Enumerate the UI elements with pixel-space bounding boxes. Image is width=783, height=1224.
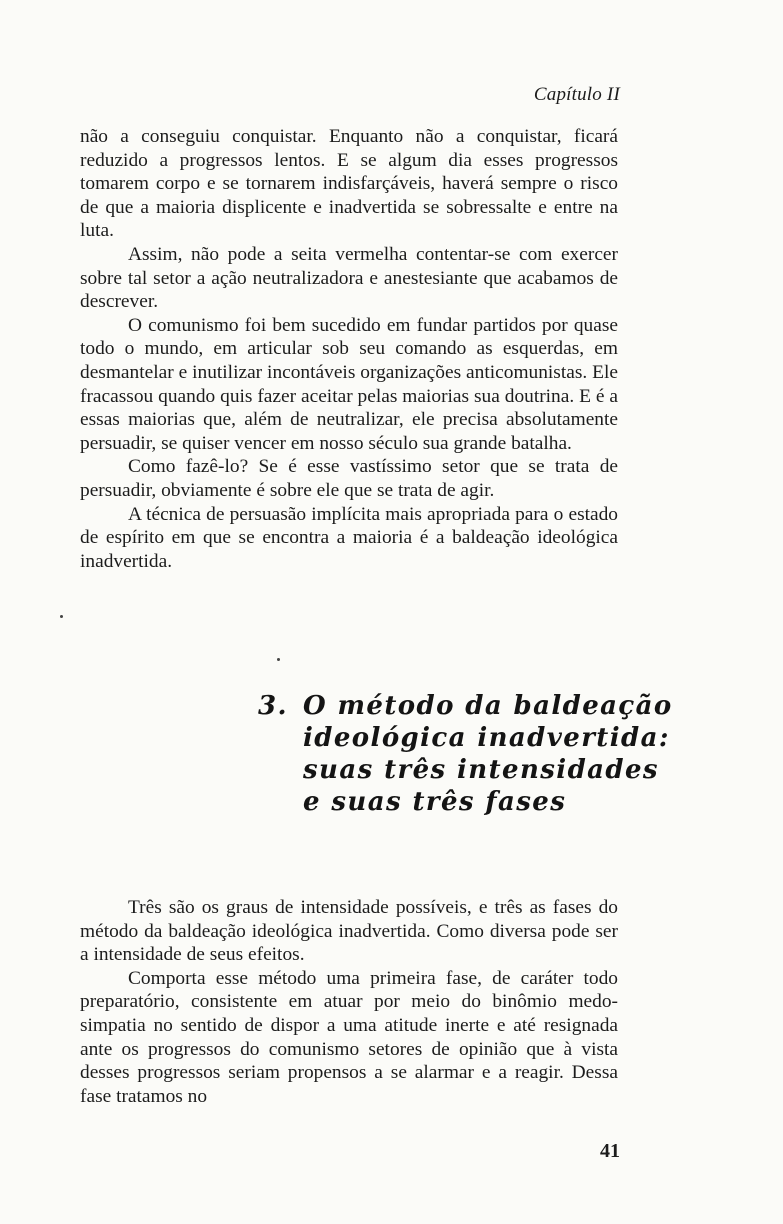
paragraph: Como fazê-lo? Se é esse vastíssimo setor que se trata de persuadir, obviamente é sobre ele que se trata de agir. — [80, 456, 618, 501]
heading-line-4: e suas três fases — [303, 787, 567, 817]
paragraph: Três são os graus de intensidade possíveis, e três as fases do método da baldeação ideológica inadvertida. Como diversa pode ser a intensidade de seus efeitos. — [80, 897, 618, 966]
section-number: 3. — [258, 691, 288, 721]
page-number: 41 — [600, 1140, 620, 1162]
heading-line-1 — [258, 690, 738, 722]
paragraph: Assim, não pode a seita vermelha contentar-se com exercer sobre tal setor a ação neutralizadora e anestesiante que acabamos de descrever. — [80, 243, 618, 313]
heading-text: O método da baldeação — [303, 691, 673, 721]
section-heading — [258, 690, 738, 818]
heading-line-3: suas três intensidades — [303, 755, 659, 785]
paragraph: não a conseguiu conquistar. Enquanto não a conquistar, ficará reduzido a progressos lentos. E se algum dia esses progressos tomarem corpo e se tornarem indisfarçáveis, haverá sempre o risco de que a maioria displicente e inadvertida se sobressalte e entre na luta. — [80, 126, 618, 242]
print-speck — [277, 658, 280, 661]
print-speck — [60, 615, 63, 618]
paragraph: A técnica de persuasão implícita mais apropriada para o estado de espírito em que se encontra a maioria é a baldeação ideológica inadvertida. — [80, 503, 618, 572]
paragraph: O comunismo foi bem sucedido em fundar partidos por quase todo o mundo, em articular sob seu comando as esquerdas, em desmantelar e inutilizar incontáveis organizações anticomunistas. Ele fracassou quando quis fazer aceitar pelas maiorias sua doutrina. E é a essas maiorias que, além de neutralizar, ele precisa absolutamente persuadir, se quiser vencer em nosso século sua grande batalha. — [80, 314, 618, 454]
bottom-text-block — [80, 896, 618, 1108]
heading-line-2: ideológica inadvertida: — [303, 723, 670, 753]
paragraph: Comporta esse método uma primeira fase, de caráter todo preparatório, consistente em atuar por meio do binômio medo-simpatia no sentido de dispor a uma atitude inerte e até resignada ante os progressos do comunismo setores de opinião que à vista desses progressos seriam propensos a se alarmar e a reagir. Dessa fase tratamos no — [80, 967, 618, 1107]
chapter-header: Capítulo II — [533, 84, 620, 105]
top-text-block — [80, 125, 618, 573]
